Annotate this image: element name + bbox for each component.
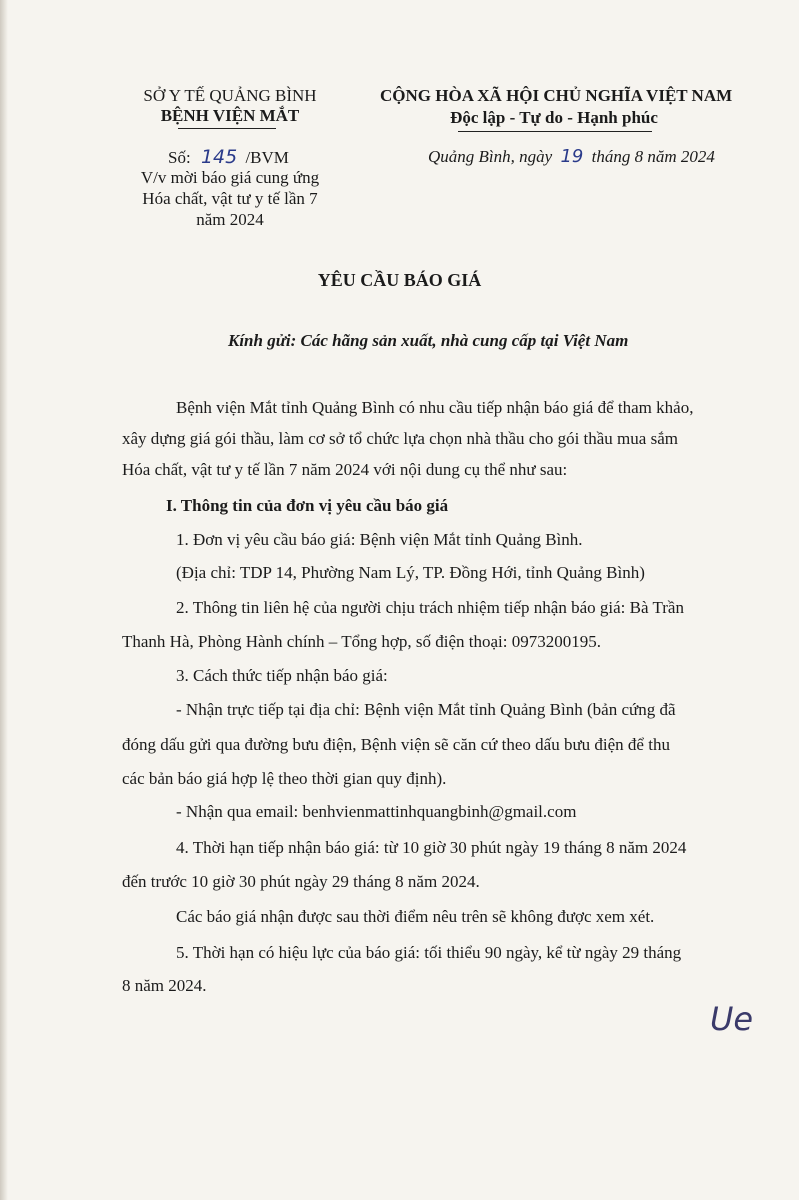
date-day-handwritten: 19	[560, 146, 584, 167]
item-1-address: (Địa chỉ: TDP 14, Phường Nam Lý, TP. Đồng Hới, tỉnh Quảng Bình)	[176, 563, 645, 582]
item-3-a-line-3: các bản báo giá hợp lệ theo thời gian quy định).	[122, 769, 447, 788]
item-4-line-1: 4. Thời hạn tiếp nhận báo giá: từ 10 giờ 30 phút ngày 19 tháng 8 năm 2024	[176, 838, 687, 857]
item-2-line-1: 2. Thông tin liên hệ của người chịu trách nhiệm tiếp nhận báo giá: Bà Trần	[176, 598, 684, 617]
recipient-line: Kính gửi: Các hãng sản xuất, nhà cung cấp tại Việt Nam	[228, 331, 629, 350]
intro-line-2: xây dựng giá gói thầu, làm cơ sở tổ chức lựa chọn nhà thầu cho gói thầu mua sắm	[122, 429, 678, 448]
number-prefix: Số:	[168, 148, 191, 167]
item-4-line-2: đến trước 10 giờ 30 phút ngày 29 tháng 8 năm 2024.	[122, 872, 480, 891]
subject-line-2: Hóa chất, vật tư y tế lần 7	[142, 189, 318, 208]
item-4-note: Các báo giá nhận được sau thời điểm nêu trên sẽ không được xem xét.	[176, 907, 655, 926]
place-date	[428, 146, 715, 167]
authority-name: SỞ Y TẾ QUẢNG BÌNH	[143, 86, 317, 105]
intro-line-3: Hóa chất, vật tư y tế lần 7 năm 2024 với nội dung cụ thể như sau:	[122, 460, 568, 479]
nation-name: CỘNG HÒA XÃ HỘI CHỦ NGHĨA VIỆT NAM	[380, 86, 733, 105]
section-1-heading: I. Thông tin của đơn vị yêu cầu báo giá	[166, 496, 449, 515]
item-3-b-email: - Nhận qua email: benhvienmattinhquangbinh@gmail.com	[176, 802, 577, 821]
item-3-a-line-2: đóng dấu gửi qua đường bưu điện, Bệnh viện sẽ căn cứ theo dấu bưu điện để thu	[122, 735, 670, 754]
item-2-line-2: Thanh Hà, Phòng Hành chính – Tổng hợp, số điện thoại: 0973200195.	[122, 632, 601, 651]
page-edge-shadow	[0, 0, 8, 1200]
number-handwritten: 145	[200, 146, 238, 168]
item-1: 1. Đơn vị yêu cầu báo giá: Bệnh viện Mắt tỉnh Quảng Bình.	[176, 530, 583, 549]
motto-underline	[458, 131, 652, 132]
item-3: 3. Cách thức tiếp nhận báo giá:	[176, 666, 388, 685]
hospital-name-underline	[178, 128, 276, 129]
document-number	[168, 146, 289, 168]
item-5-line-2: 8 năm 2024.	[122, 976, 207, 995]
date-prefix: Quảng Bình, ngày	[428, 147, 553, 166]
item-5-line-1: 5. Thời hạn có hiệu lực của báo giá: tối thiểu 90 ngày, kể từ ngày 29 tháng	[176, 943, 682, 962]
intro-line-1: Bệnh viện Mắt tỉnh Quảng Bình có nhu cầu tiếp nhận báo giá để tham khảo,	[176, 398, 694, 417]
document-title: YÊU CẦU BÁO GIÁ	[317, 270, 482, 290]
subject-line-3: năm 2024	[196, 210, 264, 229]
item-3-a-line-1: - Nhận trực tiếp tại địa chỉ: Bệnh viện Mắt tỉnh Quảng Bình (bản cứng đã	[176, 700, 676, 719]
hospital-name: BỆNH VIỆN MẮT	[160, 106, 300, 125]
subject-line-1: V/v mời báo giá cung ứng	[140, 168, 320, 187]
national-motto: Độc lập - Tự do - Hạnh phúc	[450, 108, 658, 127]
number-suffix: /BVM	[245, 148, 289, 167]
handwritten-initials: Ue	[710, 1000, 754, 1038]
date-suffix: tháng 8 năm 2024	[591, 147, 715, 166]
